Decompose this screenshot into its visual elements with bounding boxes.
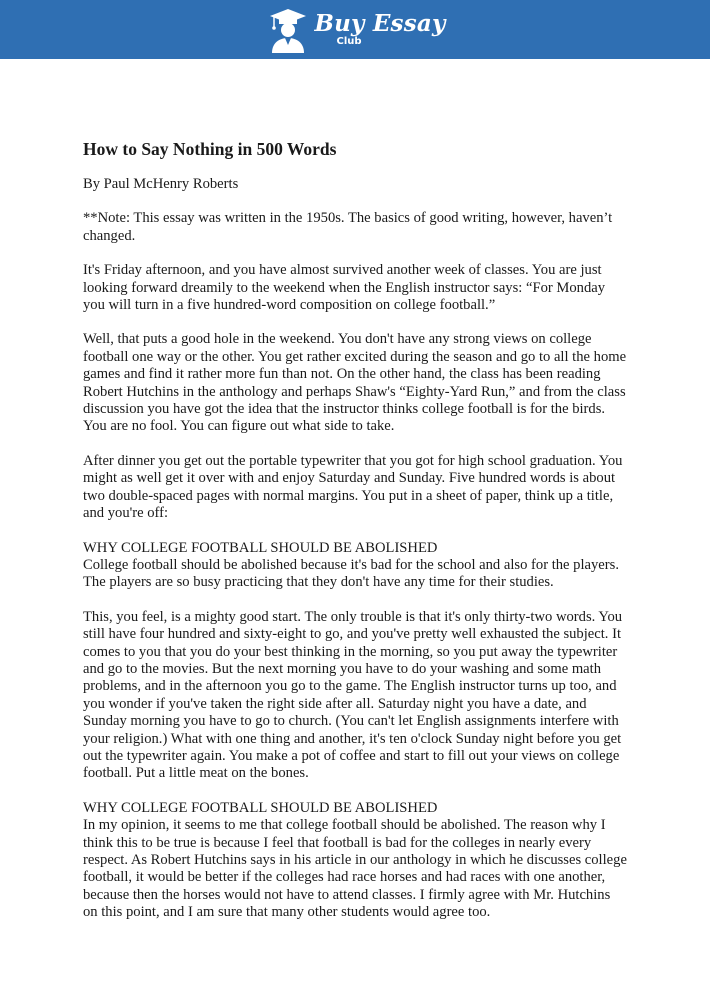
essay-paragraph: Well, that puts a good hole in the weekend. You don't have any strong views on college football one way or the other. You get rather excited during the season and go to all the home games and find it rather more fun than not. On the other hand, the class has been reading Robert Hutchins in the anthology and perhaps Shaw's “Eighty-Yard Run,” and from the class discussion you have got the idea that the instructor thinks college football is for the birds. You are no fool. You can figure out what side to take. bbox=[83, 331, 627, 435]
student-graduate-icon bbox=[268, 7, 308, 53]
essay-paragraph: After dinner you get out the portable typewriter that you got for high school graduation. You might as well get it over with and enjoy Saturday and Sunday. Five hundred words is about two double-spaced pages with normal margins. You put in a sheet of paper, think up a title, and you're off: bbox=[83, 452, 623, 522]
draft-text: In my opinion, it seems to me that college football should be abolished. The reason why I think this to be true is because I feel that football is bad for the colleges in nearly every respect. As Robert Hutchins says in his article in our anthology in which he discusses college football, it would be better if the colleges had race horses and had races with one another, because then the horses would not have to attend classes. I firmly agree with Mr. Hutchins on this point, and I am sure that many other students would agree too. bbox=[83, 817, 627, 921]
site-header-bar bbox=[0, 0, 710, 59]
brand-name: Buy Essay bbox=[314, 10, 446, 37]
essay-author: By Paul McHenry Roberts bbox=[83, 176, 239, 192]
essay-note: **Note: This essay was written in the 1950s. The basics of good writing, however, haven’t changed. bbox=[83, 210, 613, 244]
essay-paragraph: This, you feel, is a mighty good start. The only trouble is that it's only thirty-two words. You still have four hundred and sixty-eight to go, and you've pretty well exhausted the subject. It comes to you that you do your best thinking in the morning, so you put away the typewriter and go to the movies. But the next morning you have to do your washing and some math problems, and in the afternoon you go to the game. The English instructor turns up too, and you wonder if you've taken the right side after all. Saturday night you have a date, and Sunday morning you have to go to church. (You can't let English assignments interfere with your religion.) What with one thing and another, it's ten o'clock Sunday night before you get out the typewriter again. You make a pot of coffee and start to fill out your views on college football. Put a little meat on the bones. bbox=[83, 608, 623, 782]
essay-title: How to Say Nothing in 500 Words bbox=[83, 139, 337, 159]
essay-document bbox=[83, 138, 628, 939]
essay-paragraph: It's Friday afternoon, and you have almost survived another week of classes. You are just looking forward dreamily to the weekend when the English instructor says: “For Monday you will turn in a five hundred-word composition on college football.” bbox=[83, 262, 606, 314]
draft-text: College football should be abolished because it's bad for the school and also for the players. The players are so busy practicing that they don't have any time for their studies. bbox=[83, 556, 619, 591]
site-logo[interactable] bbox=[268, 7, 445, 53]
brand-subtitle: Club bbox=[336, 36, 362, 47]
draft-heading: WHY COLLEGE FOOTBALL SHOULD BE ABOLISHED bbox=[83, 799, 438, 816]
draft-heading: WHY COLLEGE FOOTBALL SHOULD BE ABOLISHED bbox=[83, 539, 438, 556]
